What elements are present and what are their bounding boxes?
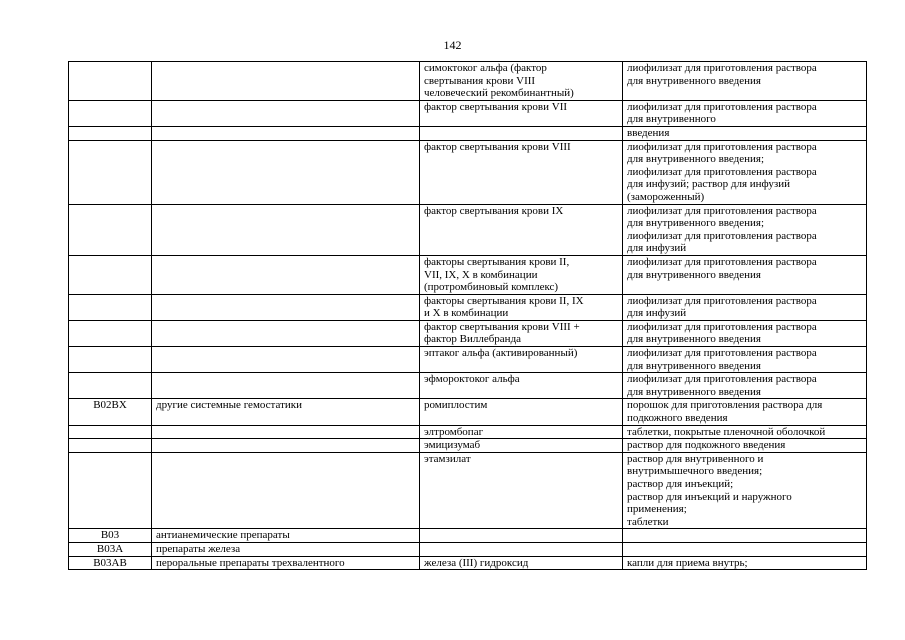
- group-name-cell: антианемические препараты: [152, 529, 420, 543]
- group-name-cell: пероральные препараты трехвалентного: [152, 556, 420, 570]
- group-name-cell: [152, 126, 420, 140]
- cell-line: капли для приема внутрь;: [627, 556, 748, 569]
- cell-line: фактор свертывания крови IX: [424, 204, 564, 217]
- drug-name-cell: [420, 529, 623, 543]
- cell-line: таблетки: [627, 515, 669, 528]
- cell-line: лиофилизат для приготовления раствора: [627, 229, 817, 242]
- atc-code-cell: [69, 439, 152, 453]
- dosage-form-cell: [623, 556, 867, 570]
- group-name-cell: препараты железа: [152, 542, 420, 556]
- atc-code-cell: [69, 425, 152, 439]
- table-row: [69, 529, 867, 543]
- cell-line: раствор для подкожного введения: [627, 439, 786, 452]
- table-row: [69, 294, 867, 320]
- cell-line: для инфузий: [627, 242, 687, 255]
- cell-line: лиофилизат для приготовления раствора: [627, 373, 817, 386]
- cell-line: фактор свертывания крови VII: [424, 100, 568, 113]
- cell-line: фактор свертывания крови VIII: [424, 140, 571, 153]
- cell-line: для внутривенного введения: [627, 359, 761, 372]
- table-row: [69, 542, 867, 556]
- table-row: [69, 126, 867, 140]
- page-number: 142: [443, 38, 462, 52]
- group-name-cell: [152, 62, 420, 101]
- cell-line: лиофилизат для приготовления раствора: [627, 204, 817, 217]
- cell-line: лиофилизат для приготовления раствора: [627, 294, 817, 307]
- cell-line: раствор для внутривенного и: [627, 452, 764, 465]
- dosage-form-cell: [623, 452, 867, 529]
- cell-line: для внутривенного введения: [627, 268, 761, 281]
- group-name-cell: [152, 439, 420, 453]
- cell-line: для внутривенного введения;: [627, 153, 765, 166]
- atc-code-cell: [69, 126, 152, 140]
- cell-line: лиофилизат для приготовления раствора: [627, 255, 817, 268]
- group-name-cell: [152, 347, 420, 373]
- cell-line: внутримышечного введения;: [627, 465, 763, 478]
- table-row: [69, 452, 867, 529]
- atc-code-cell: [69, 320, 152, 346]
- group-name-cell: [152, 373, 420, 399]
- atc-code-cell: [69, 255, 152, 294]
- cell-line: свертывания крови VIII: [424, 74, 536, 87]
- cell-line: эфмороктоког альфа: [424, 373, 520, 386]
- cell-line: таблетки, покрытые пленочной оболочкой: [627, 425, 826, 438]
- atc-code-cell: [69, 347, 152, 373]
- atc-code-cell: [69, 204, 152, 255]
- drug-name-cell: [420, 439, 623, 453]
- cell-line: фактор свертывания крови VIII +: [424, 320, 580, 333]
- cell-line: применения;: [627, 503, 687, 516]
- cell-line: и X в комбинации: [424, 307, 509, 320]
- dosage-form-cell: [623, 255, 867, 294]
- drug-name-cell: [420, 320, 623, 346]
- dosage-form-cell: [623, 373, 867, 399]
- atc-code-cell: B03: [69, 529, 152, 543]
- drug-name-cell: [420, 62, 623, 101]
- cell-line: порошок для приготовления раствора для: [627, 399, 823, 412]
- table-row: [69, 140, 867, 204]
- drug-name-cell: [420, 140, 623, 204]
- cell-line: человеческий рекомбинантный): [424, 87, 574, 100]
- table-row: [69, 399, 867, 425]
- dosage-form-cell: [623, 320, 867, 346]
- cell-line: раствор для инъекций;: [627, 478, 734, 490]
- cell-line: ромиплостим: [424, 399, 488, 412]
- atc-code-cell: [69, 140, 152, 204]
- cell-line: введения: [627, 126, 670, 139]
- table-row: [69, 556, 867, 570]
- group-name-cell: [152, 204, 420, 255]
- group-name-cell: [152, 425, 420, 439]
- group-name-cell: [152, 100, 420, 126]
- dosage-form-cell: [623, 347, 867, 373]
- table-row: [69, 320, 867, 346]
- drug-table: [68, 61, 867, 570]
- dosage-form-cell: [623, 399, 867, 425]
- cell-line: подкожного введения: [627, 412, 728, 425]
- table-row: [69, 347, 867, 373]
- cell-line: этамзилат: [424, 452, 471, 465]
- group-name-cell: [152, 255, 420, 294]
- drug-name-cell: [420, 425, 623, 439]
- table-row: [69, 204, 867, 255]
- atc-code-cell: [69, 373, 152, 399]
- group-name-cell: [152, 294, 420, 320]
- drug-name-cell: [420, 204, 623, 255]
- cell-line: факторы свертывания крови II,: [424, 255, 570, 268]
- atc-code-cell: [69, 100, 152, 126]
- cell-line: лиофилизат для приготовления раствора: [627, 140, 817, 153]
- table-row: [69, 425, 867, 439]
- dosage-form-cell: [623, 204, 867, 255]
- atc-code-cell: [69, 294, 152, 320]
- drug-name-cell: [420, 556, 623, 570]
- dosage-form-cell: [623, 294, 867, 320]
- atc-code-cell: [69, 62, 152, 101]
- cell-line: для внутривенного введения: [627, 74, 761, 87]
- drug-name-cell: [420, 100, 623, 126]
- dosage-form-cell: [623, 100, 867, 126]
- drug-name-cell: [420, 542, 623, 556]
- cell-line: для внутривенного: [627, 113, 716, 126]
- atc-code-cell: B03A: [69, 542, 152, 556]
- atc-code-cell: B03AB: [69, 556, 152, 570]
- cell-line: железа (III) гидроксид: [424, 556, 529, 569]
- cell-line: для инфузий: [627, 307, 687, 320]
- group-name-cell: [152, 140, 420, 204]
- cell-line: элтромбопаг: [424, 425, 484, 438]
- atc-code-cell: [69, 452, 152, 529]
- cell-line: симоктоког альфа (фактор: [424, 62, 547, 74]
- drug-name-cell: [420, 347, 623, 373]
- cell-line: раствор для инъекций и наружного: [627, 490, 792, 503]
- drug-name-cell: [420, 399, 623, 425]
- dosage-form-cell: [623, 126, 867, 140]
- cell-line: лиофилизат для приготовления раствора: [627, 100, 817, 113]
- table-row: [69, 439, 867, 453]
- drug-name-cell: [420, 452, 623, 529]
- drug-name-cell: [420, 294, 623, 320]
- cell-line: лиофилизат для приготовления раствора: [627, 165, 817, 178]
- cell-line: для инфузий; раствор для инфузий: [627, 178, 791, 191]
- dosage-form-cell: [623, 542, 867, 556]
- cell-line: лиофилизат для приготовления раствора: [627, 320, 817, 333]
- table-row: [69, 100, 867, 126]
- atc-code-cell: B02BX: [69, 399, 152, 425]
- table-row: [69, 255, 867, 294]
- table-row: [69, 62, 867, 101]
- dosage-form-cell: [623, 425, 867, 439]
- dosage-form-cell: [623, 62, 867, 101]
- cell-line: фактор Виллебранда: [424, 333, 522, 346]
- group-name-cell: [152, 452, 420, 529]
- drug-name-cell: [420, 126, 623, 140]
- cell-line: для внутривенного введения: [627, 385, 761, 398]
- dosage-form-cell: [623, 439, 867, 453]
- cell-line: (замороженный): [627, 190, 705, 203]
- cell-line: эптаког альфа (активированный): [424, 347, 578, 360]
- cell-line: лиофилизат для приготовления раствора: [627, 62, 817, 74]
- cell-line: VII, IX, X в комбинации: [424, 268, 538, 281]
- cell-line: факторы свертывания крови II, IX: [424, 294, 584, 307]
- group-name-cell: другие системные гемостатики: [152, 399, 420, 425]
- cell-line: для внутривенного введения: [627, 333, 761, 346]
- dosage-form-cell: [623, 140, 867, 204]
- cell-line: (протромбиновый комплекс): [424, 281, 559, 294]
- drug-name-cell: [420, 373, 623, 399]
- cell-line: лиофилизат для приготовления раствора: [627, 347, 817, 360]
- drug-name-cell: [420, 255, 623, 294]
- cell-line: эмицизумаб: [424, 439, 481, 452]
- table-row: [69, 373, 867, 399]
- dosage-form-cell: [623, 529, 867, 543]
- cell-line: для внутривенного введения;: [627, 217, 765, 230]
- group-name-cell: [152, 320, 420, 346]
